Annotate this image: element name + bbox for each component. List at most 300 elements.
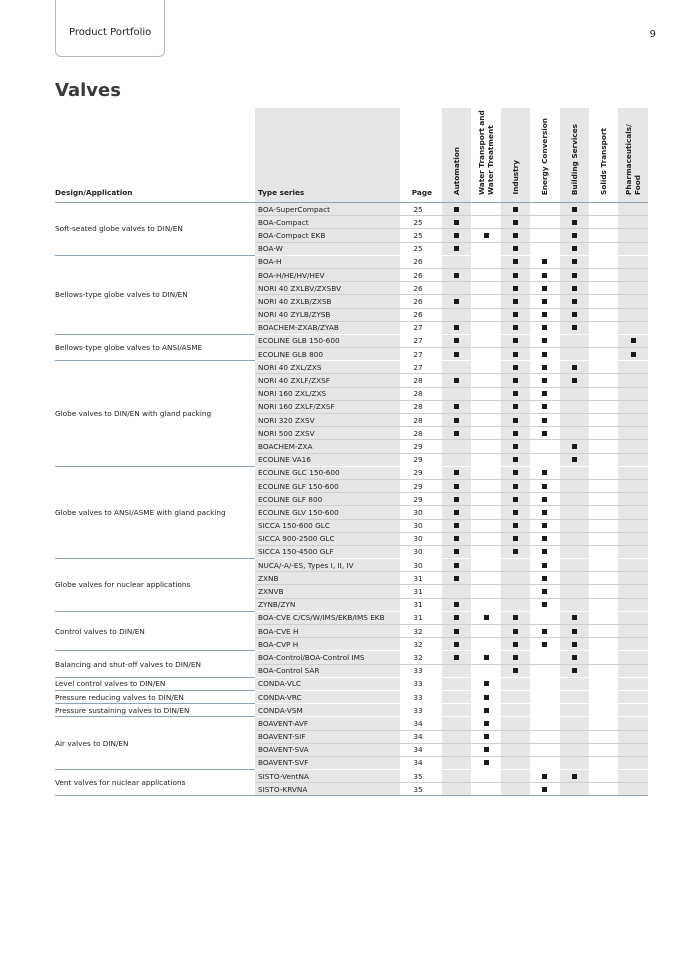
design-application: Balancing and shut-off valves to DIN/EN [55,651,255,677]
filled-square-icon [513,444,518,449]
valves-table [55,108,648,796]
design-application: Pressure sustaining valves to DIN/EN [55,704,255,717]
filled-square-icon [572,299,577,304]
type-series: BOA-Compact EKB [255,229,400,242]
application-cell [501,242,530,255]
application-cell [560,427,589,440]
page-ref: 32 [400,638,442,651]
page-ref: 29 [400,466,442,479]
filled-square-icon [572,325,577,330]
page-ref: 25 [400,216,442,229]
filled-square-icon [454,378,459,383]
application-cell [530,321,559,334]
application-cell [618,638,648,651]
filled-square-icon [542,497,547,502]
header-industry: Industry [501,108,530,203]
filled-square-icon [513,352,518,357]
application-cell [589,282,618,295]
page-ref: 30 [400,532,442,545]
application-cell [618,282,648,295]
type-series: BOA-Control/BOA-Control IMS [255,651,400,664]
application-cell [501,203,530,216]
filled-square-icon [542,338,547,343]
type-series: NUCA/-A/-ES, Types I, II, IV [255,559,400,572]
application-cell [501,308,530,321]
section-label: Product Portfolio [69,27,152,38]
filled-square-icon [484,721,489,726]
application-cell [560,255,589,268]
page-ref: 26 [400,282,442,295]
application-cell [618,559,648,572]
filled-square-icon [513,655,518,660]
filled-square-icon [513,365,518,370]
page-ref: 34 [400,756,442,769]
table-row [55,559,648,572]
application-cell [560,730,589,743]
table-row [55,203,648,216]
application-cell [618,730,648,743]
application-cell [589,216,618,229]
application-cell [589,453,618,466]
filled-square-icon [572,273,577,278]
application-cell [501,479,530,492]
application-cell [442,453,471,466]
application-cell [442,440,471,453]
application-cell [471,545,500,558]
application-cell [589,466,618,479]
filled-square-icon [542,431,547,436]
filled-square-icon [454,602,459,607]
application-cell [442,519,471,532]
filled-square-icon [572,668,577,673]
filled-square-icon [542,576,547,581]
application-cell [442,334,471,347]
application-cell [589,677,618,690]
application-cell [471,704,500,717]
application-cell [501,783,530,796]
application-cell [501,466,530,479]
application-cell [560,321,589,334]
filled-square-icon [542,259,547,264]
application-cell [442,387,471,400]
application-cell [501,348,530,361]
type-series: BOA-Control SAR [255,664,400,677]
application-cell [471,242,500,255]
type-series: SICCA 150-600 GLC [255,519,400,532]
application-cell [618,321,648,334]
application-cell [442,677,471,690]
type-series: SICCA 900-2500 GLC [255,532,400,545]
application-cell [501,677,530,690]
application-cell [501,400,530,413]
application-cell [442,598,471,611]
application-cell [560,532,589,545]
filled-square-icon [454,418,459,423]
filled-square-icon [572,246,577,251]
design-application: Level control valves to DIN/EN [55,677,255,690]
filled-square-icon [572,220,577,225]
application-cell [471,453,500,466]
application-cell [442,743,471,756]
application-cell [618,361,648,374]
application-cell [560,756,589,769]
application-cell [501,532,530,545]
application-cell [442,374,471,387]
application-cell [530,611,559,624]
application-cell [442,532,471,545]
filled-square-icon [454,576,459,581]
application-cell [530,348,559,361]
filled-square-icon [454,536,459,541]
application-cell [560,743,589,756]
type-series: BOA-SuperCompact [255,203,400,216]
application-cell [471,229,500,242]
filled-square-icon [542,484,547,489]
page-ref: 30 [400,506,442,519]
application-cell [530,783,559,796]
application-cell [560,216,589,229]
application-cell [618,414,648,427]
application-cell [442,308,471,321]
application-cell [471,625,500,638]
application-cell [589,242,618,255]
application-cell [589,493,618,506]
application-cell [442,229,471,242]
filled-square-icon [542,418,547,423]
application-cell [501,414,530,427]
page-ref: 29 [400,493,442,506]
application-cell [501,704,530,717]
filled-square-icon [454,642,459,647]
application-cell [442,625,471,638]
filled-square-icon [454,220,459,225]
filled-square-icon [484,760,489,765]
type-series: ECOLINE GLF 150-600 [255,479,400,492]
application-cell [589,638,618,651]
table-row [55,611,648,624]
type-series: BOAVENT-SIF [255,730,400,743]
application-cell [471,361,500,374]
application-cell [530,361,559,374]
application-cell [442,585,471,598]
application-cell [442,348,471,361]
filled-square-icon [542,549,547,554]
filled-square-icon [513,418,518,423]
page-number: 9 [649,29,656,40]
application-cell [618,743,648,756]
design-application: Globe valves for nuclear applications [55,559,255,612]
filled-square-icon [454,404,459,409]
filled-square-icon [572,655,577,660]
application-cell [471,427,500,440]
filled-square-icon [572,286,577,291]
filled-square-icon [572,365,577,370]
filled-square-icon [513,286,518,291]
application-cell [560,770,589,783]
page-ref: 33 [400,664,442,677]
filled-square-icon [572,629,577,634]
filled-square-icon [513,207,518,212]
application-cell [442,770,471,783]
table-header-row [55,108,648,203]
application-cell [618,690,648,703]
application-cell [589,572,618,585]
application-cell [501,334,530,347]
type-series: ECOLINE GLF 800 [255,493,400,506]
application-cell [471,387,500,400]
application-cell [530,334,559,347]
application-cell [618,506,648,519]
header-energy: Energy Conversion [540,117,550,195]
application-cell [530,598,559,611]
header-building: Building Services [560,108,589,203]
application-cell [589,704,618,717]
table-row [55,361,648,374]
application-cell [618,572,648,585]
filled-square-icon [454,563,459,568]
application-cell [560,440,589,453]
application-cell [530,203,559,216]
filled-square-icon [513,536,518,541]
table-row [55,255,648,268]
application-cell [560,268,589,281]
application-cell [501,295,530,308]
application-cell [618,651,648,664]
page-ref: 25 [400,203,442,216]
type-series: CONDA-VRC [255,690,400,703]
application-cell [501,770,530,783]
page-ref: 26 [400,255,442,268]
application-cell [589,690,618,703]
filled-square-icon [513,299,518,304]
application-cell [618,625,648,638]
page-ref: 34 [400,743,442,756]
filled-square-icon [572,312,577,317]
application-cell [560,295,589,308]
page-ref: 26 [400,268,442,281]
application-cell [501,506,530,519]
application-cell [501,664,530,677]
table-row [55,770,648,783]
filled-square-icon [542,299,547,304]
application-cell [442,203,471,216]
application-cell [618,348,648,361]
application-cell [501,611,530,624]
filled-square-icon [572,378,577,383]
application-cell [560,677,589,690]
page-ref: 35 [400,783,442,796]
application-cell [589,321,618,334]
application-cell [471,690,500,703]
filled-square-icon [542,536,547,541]
page-title: Valves [55,80,121,101]
application-cell [530,743,559,756]
filled-square-icon [513,404,518,409]
application-cell [471,374,500,387]
application-cell [501,585,530,598]
application-cell [442,493,471,506]
filled-square-icon [542,602,547,607]
filled-square-icon [542,325,547,330]
application-cell [471,334,500,347]
application-cell [560,348,589,361]
application-cell [589,625,618,638]
filled-square-icon [454,431,459,436]
application-cell [530,730,559,743]
filled-square-icon [513,615,518,620]
application-cell [501,268,530,281]
application-cell [530,532,559,545]
application-cell [530,229,559,242]
table-row [55,704,648,717]
filled-square-icon [572,444,577,449]
filled-square-icon [484,708,489,713]
application-cell [530,559,559,572]
filled-square-icon [513,273,518,278]
application-cell [471,506,500,519]
application-cell [442,466,471,479]
filled-square-icon [484,233,489,238]
application-cell [471,572,500,585]
application-cell [471,756,500,769]
filled-square-icon [454,629,459,634]
application-cell [442,361,471,374]
application-cell [442,479,471,492]
filled-square-icon [484,655,489,660]
filled-square-icon [513,629,518,634]
application-cell [530,756,559,769]
type-series: BOAVENT-SVF [255,756,400,769]
header-page: Page [411,188,433,197]
filled-square-icon [513,457,518,462]
filled-square-icon [454,233,459,238]
page-ref: 32 [400,651,442,664]
application-cell [589,400,618,413]
page-ref: 31 [400,611,442,624]
application-cell [530,242,559,255]
type-series: BOA-Compact [255,216,400,229]
type-series: NORI 40 ZXLB/ZXSB [255,295,400,308]
application-cell [618,479,648,492]
page-ref: 25 [400,229,442,242]
application-cell [589,717,618,730]
application-cell [618,400,648,413]
filled-square-icon [542,523,547,528]
page-ref: 30 [400,545,442,558]
filled-square-icon [454,338,459,343]
application-cell [618,664,648,677]
filled-square-icon [513,642,518,647]
application-cell [471,255,500,268]
application-cell [471,203,500,216]
application-cell [589,308,618,321]
application-cell [530,295,559,308]
type-series: SISTO-KRVNA [255,783,400,796]
application-cell [618,717,648,730]
filled-square-icon [454,655,459,660]
application-cell [530,651,559,664]
application-cell [618,374,648,387]
application-cell [442,242,471,255]
header-water: Water Transport and Water Treatment [477,110,496,195]
page-ref: 28 [400,387,442,400]
page-ref: 31 [400,572,442,585]
design-application: Vent valves for nuclear applications [55,770,255,796]
application-cell [530,308,559,321]
filled-square-icon [484,734,489,739]
filled-square-icon [542,470,547,475]
filled-square-icon [454,484,459,489]
application-cell [442,651,471,664]
page-ref: 28 [400,400,442,413]
application-cell [618,427,648,440]
application-cell [530,519,559,532]
page-ref: 28 [400,374,442,387]
page-ref: 34 [400,717,442,730]
application-cell [530,453,559,466]
application-cell [442,321,471,334]
application-cell [618,229,648,242]
application-cell [442,572,471,585]
application-cell [618,770,648,783]
application-cell [618,334,648,347]
application-cell [560,783,589,796]
table-row [55,334,648,347]
design-application: Soft-seated globe valves to DIN/EN [55,203,255,256]
type-series: CONDA-VSM [255,704,400,717]
application-cell [589,387,618,400]
application-cell [530,282,559,295]
application-cell [471,611,500,624]
filled-square-icon [542,642,547,647]
design-application: Globe valves to ANSI/ASME with gland packing [55,466,255,558]
filled-square-icon [542,312,547,317]
filled-square-icon [513,497,518,502]
application-cell [471,216,500,229]
application-cell [589,770,618,783]
application-cell [589,255,618,268]
application-cell [530,440,559,453]
application-cell [589,730,618,743]
application-cell [471,268,500,281]
application-cell [471,559,500,572]
page-ref: 26 [400,308,442,321]
application-cell [618,466,648,479]
page-ref: 27 [400,334,442,347]
type-series: BOACHEM-ZXAB/ZYAB [255,321,400,334]
application-cell [442,282,471,295]
application-cell [442,783,471,796]
application-cell [560,229,589,242]
type-series: ECOLINE VA16 [255,453,400,466]
page-ref: 33 [400,690,442,703]
application-cell [618,532,648,545]
application-cell [589,268,618,281]
filled-square-icon [513,325,518,330]
application-cell [530,479,559,492]
application-cell [589,559,618,572]
application-cell [501,743,530,756]
application-cell [442,756,471,769]
application-cell [501,559,530,572]
application-cell [560,585,589,598]
application-cell [560,479,589,492]
application-cell [471,282,500,295]
application-cell [442,400,471,413]
type-series: NORI 160 ZXL/ZXS [255,387,400,400]
application-cell [589,532,618,545]
application-cell [618,216,648,229]
